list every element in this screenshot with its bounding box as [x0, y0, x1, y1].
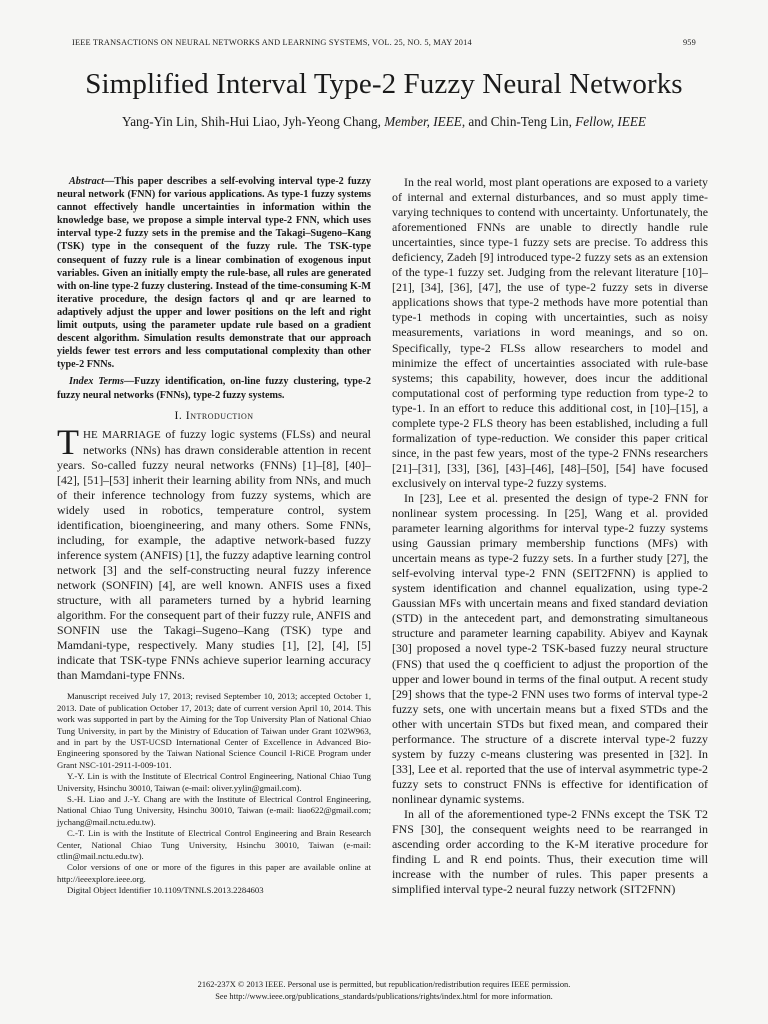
paper-title: Simplified Interval Type-2 Fuzzy Neural Networks	[85, 68, 683, 100]
running-header	[72, 38, 696, 47]
footnotes	[57, 691, 371, 896]
abstract-label: Abstract	[69, 176, 105, 187]
footnote-manuscript: Manuscript received July 17, 2013; revised September 10, 2013; accepted October 1, 2013. Date of publication October 17, 2013; date of current version April 10, 2014. This work was supported in part by the Aiming for the Top University Plan of National Chiao Tung University, in part by the Ministry of Education of Taiwan under Grant 102W963, and in part by the UST-UCSD International Center of Excellence in Advanced Bio-Engineering sponsored by the Taiwan National Science Council I-RiCE Program under Grant NSC-101-2911-I-009-101.	[57, 691, 371, 770]
left-column	[57, 175, 371, 897]
right-paragraph-2: In [23], Lee et al. presented the design of type-2 FNN for nonlinear system processing. In [25], Wang et al. provided parameter learning algorithms for interval type-2 fuzzy systems using Gaussian primary membership functions (MFs) with uncertain means as type-2 fuzzy sets. In a further study [27], the self-evolving interval type-2 FNN (SEIT2FNN) is applied to system identification and channel equalization, using type-2 Gaussian MFs with uncertain means and fixed standard deviation (STD) in the antecedent part, and demonstrating simultaneous structure and parameter learning capability. Abiyev and Kaynak [30] proposed a novel type-2 TSK-based fuzzy neural structure (FNS) that used the q coefficient to adjust the proportion of the upper and lower bound in terms of the final output. A recent study [29] shows that the type-2 FNN uses two forms of interval type-2 fuzzy sets, one with uncertain means but a fixed STDs and the other with uncertain STDs but fixed mean, and compared their performance. The structure of a discrete interval type-2 fuzzy system by fuzzy c-means clustering was presented in [32]. In [33], Lee et al. reported that the use of interval asymmetric type-2 fuzzy sets to construct FNNs is effective for identification of nonlinear dynamic systems.	[392, 490, 708, 806]
right-column	[392, 175, 708, 897]
drop-cap: T	[57, 421, 79, 462]
author-names-1: Yang-Yin Lin, Shih-Hui Liao, Jyh-Yeong Chang,	[122, 114, 385, 129]
abstract-text: This paper describes a self-evolving interval type-2 fuzzy neural network (FNN) for various applications. As type-1 fuzzy systems cannot effectively handle uncertainties in information within the knowledge base, we propose a simple interval type-2 FNN, which uses interval type-2 fuzzy sets in the premise and the Takagi–Sugeno–Kang (TSK) type in the consequent of the fuzzy rule. The TSK-type consequent of fuzzy rule is a linear combination of exogenous input variables. Given an initially empty the rule-base, all rules are generated with on-line type-2 fuzzy clustering. Instead of the time-consuming K-M iterative procedure, the design factors ql and qr are learned to adaptively adjust the upper and lower positions on the left and right limit outputs, using the parameter update rule based on a gradient descent algorithm. Simulation results demonstrate that our approach yields fewer test errors and less computational complexity than other type-2 FNNs.	[57, 176, 371, 371]
footnote-author-4: C.-T. Lin is with the Institute of Electrical Control Engineering and Brain Research Center, National Chiao Tung University, Hsinchu 30010, Taiwan (e-mail: ctlin@mail.nctu.edu.tw).	[57, 828, 371, 862]
author-role-1: Member, IEEE	[384, 114, 462, 129]
footnote-author-2-3: S.-H. Liao and J.-Y. Chang are with the Institute of Electrical Control Engineering, National Chiao Tung University, Hsinchu 30010, Taiwan (e-mail: liao622@gmail.com; jychang@mail.nctu.edu.tw).	[57, 794, 371, 827]
copyright-line-1: 2162-237X © 2013 IEEE. Personal use is permitted, but republication/redistribution requires IEEE permission.	[197, 980, 571, 989]
author-line	[40, 114, 728, 130]
footnote-color: Color versions of one or more of the figures in this paper are available online at http://ieeexplore.ieee.org.	[57, 862, 371, 884]
section-heading-introduction: I. Introduction	[174, 407, 254, 422]
footnote-doi: Digital Object Identifier 10.1109/TNNLS.2013.2284603	[67, 885, 264, 896]
right-paragraph-1: In the real world, most plant operations are exposed to a variety of internal and external disturbances, and so must apply time-varying techniques to contend with uncertainty. Unfortunately, the aforementioned FNNs are unable to directly handle rule uncertainties, since type-1 fuzzy sets are precise. To address this deficiency, Zadeh [9] introduced type-2 fuzzy sets as an extension of the type-1 fuzzy set. Judging from the relevant literature [10]–[21], [34], [36], [47], the use of type-2 fuzzy sets in diverse applications shows that type-2 methods have more potential than type-1 methods in coping with uncertainties, such as noisy measurements, variations in word meanings, and so on. Specifically, type-2 FLSs allow researchers to model and minimize the effect of uncertainties associated with rule-base systems; this capability, however, does incur the additional computational cost of performing type reduction from type-2 to type-1. In an effort to reduce this additional cost, in [10]–[15], a complete type-2 FLS theory has been established, including a full formalization of type-reduction. We consider this paper critical since, in the past few years, most of the type-2 FNNs researchers [21]–[31], [33], [36], [43]–[46], [48]–[50], [54] have focused exclusively on interval type-2 fuzzy systems.	[392, 175, 708, 490]
abstract-dash: —	[104, 176, 115, 187]
intro-lead-caps: HE MARRIAGE	[83, 428, 161, 441]
page-number: 959	[682, 38, 696, 47]
copyright-notice	[0, 979, 768, 1002]
copyright-line-2: See http://www.ieee.org/publications_standards/publications/rights/index.html for more information.	[215, 991, 553, 1001]
footnote-author-1: Y.-Y. Lin is with the Institute of Electrical Control Engineering, National Chiao Tung University, Hsinchu 30010, Taiwan (e-mail: oliver.yylin@gmail.com).	[57, 771, 371, 793]
index-terms-dash: —	[123, 376, 135, 388]
index-terms	[57, 375, 371, 401]
author-names-2: , and Chin-Teng Lin,	[461, 114, 576, 129]
journal-name: IEEE TRANSACTIONS ON NEURAL NETWORKS AND LEARNING SYSTEMS, VOL. 25, NO. 5, MAY 2014	[72, 38, 472, 47]
right-paragraph-3: In all of the aforementioned type-2 FNNs except the TSK T2 FNS [30], the consequent weights need to be rearranged in ascending order according to the K-M iterative procedure for finding L and R end points. Thus, their execution time will increase with the number of rules. This paper presents a simplified interval type-2 neural fuzzy network (SIT2FNN)	[392, 806, 708, 897]
index-terms-text: Fuzzy identification, on-line fuzzy clustering, type-2 fuzzy neural networks (FNNs), type-2 fuzzy systems.	[57, 376, 371, 401]
intro-paragraph-1	[57, 421, 371, 684]
abstract	[57, 175, 371, 371]
author-role-2: Fellow, IEEE	[575, 114, 646, 129]
intro-paragraph-1-text: of fuzzy logic systems (FLSs) and neural networks (NNs) has drawn considerable attention in recent years. So-called fuzzy neural networks (FNNs) [1]–[8], [40]–[42], [51]–[53] inherit their learning ability from NNs, and much of their inference technology from fuzzy systems, which are widely used in robotics, temperature control, system identification, bioengineering, and many others. Some FNNs, including, for example, the adaptive network-based fuzzy inference system (ANFIS) [1], the fuzzy adaptive learning control network [3] and the self-constructing neural fuzzy inference network (SONFIN) [4], are well known. ANFIS uses a fixed structure, with all parameters turned by a hybrid learning algorithm. For the consequent part of their fuzzy rule, ANFIS and SONFIN use the Takagi–Sugeno–Kang (TSK) type and Mamdani-type, respectively. Many studies [1], [2], [4], [5] indicate that TSK-type FNNs achieve superior learning accuracy than Mamdani-type FNNs.	[57, 426, 371, 683]
index-terms-label: Index Terms	[69, 376, 124, 388]
